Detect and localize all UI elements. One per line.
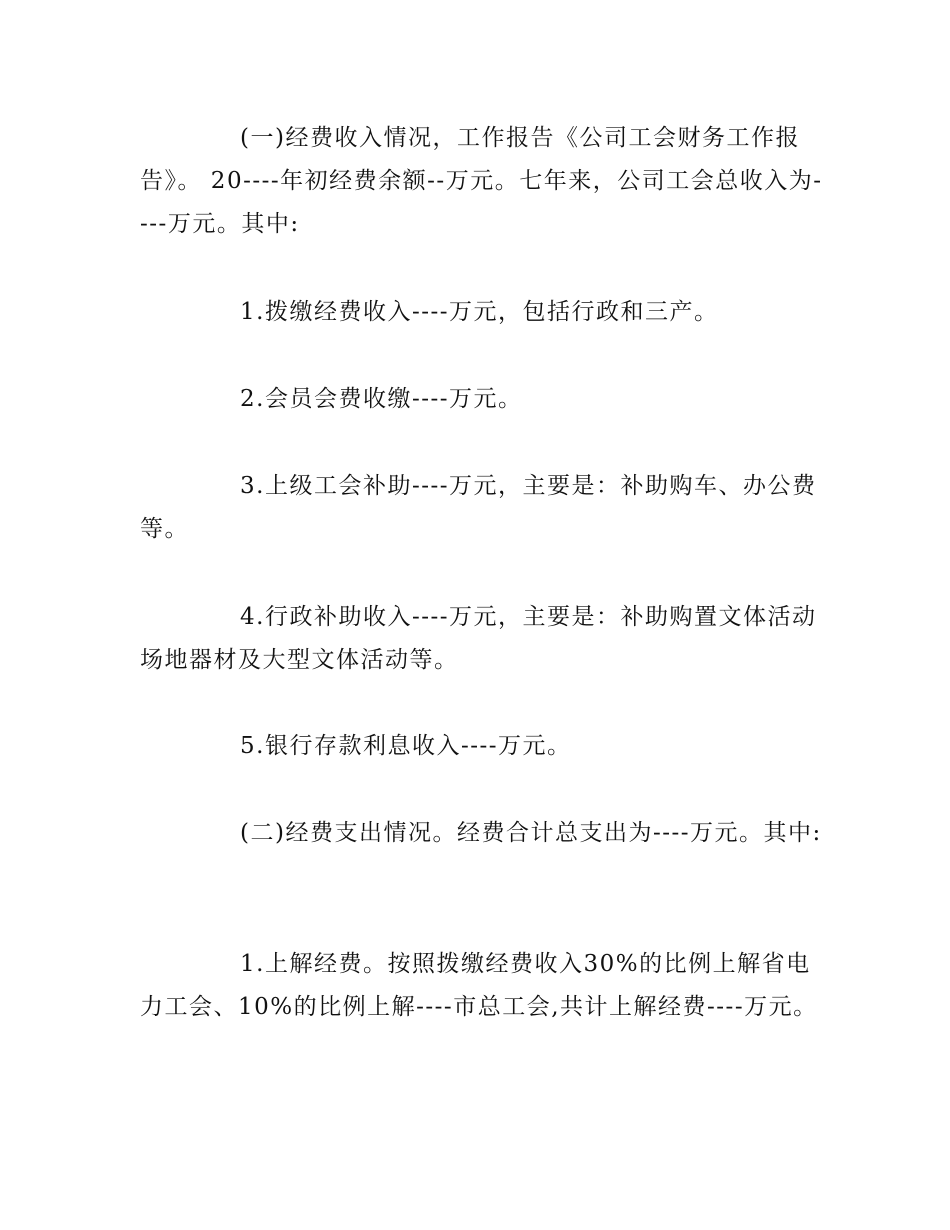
paragraph-income-item-1: 1.拨缴经费收入----万元，包括行政和三产。 [240, 299, 719, 325]
paragraph-expense-overview: (二)经费支出情况。经费合计总支出为----万元。其中: [240, 820, 822, 846]
paragraph-income-item-2: 2.会员会费收缴----万元。 [240, 386, 523, 412]
paragraph-income-item-4: 4.行政补助收入----万元，主要是：补助购置文体活动场地器材及大型文体活动等。 [140, 604, 817, 673]
paragraph-income-item-3: 3.上级工会补助----万元，主要是：补助购车、办公费等。 [140, 473, 817, 542]
paragraph-expense-item-1: 1.上解经费。按照拨缴经费收入30%的比例上解省电力工会、10%的比例上解----市总工会,共计上解经费----万元。 [140, 951, 818, 1020]
paragraph-income-overview: (一)经费收入情况，工作报告《公司工会财务工作报告》。 20----年初经费余额--万元。七年来，公司工会总收入为----万元。其中: [140, 125, 823, 237]
paragraph-income-item-5: 5.银行存款利息收入----万元。 [240, 733, 572, 759]
